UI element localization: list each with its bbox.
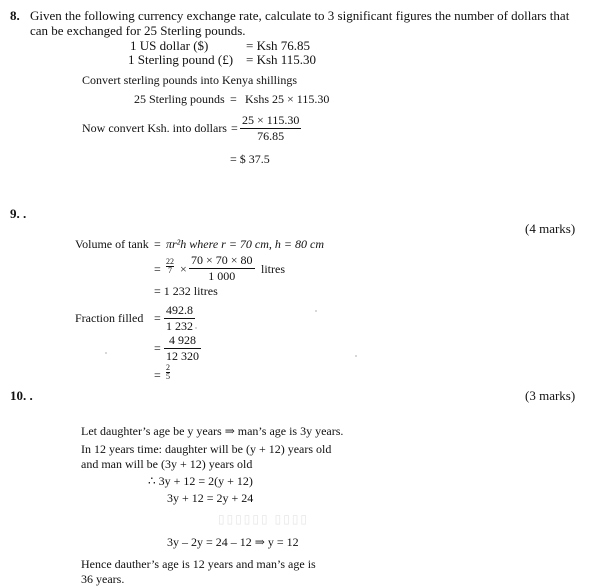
question-9-number (10, 206, 26, 222)
convert-rhs: Kshs 25 × 115.30 (245, 92, 330, 106)
two-fifths-den: 5 (166, 372, 170, 381)
question-8-number: 8. (10, 8, 20, 23)
question-9-marks: (4 marks) (525, 221, 576, 236)
q10-equation-3: 3y – 2y = 24 – 12 ⇒ y = 12 (167, 535, 299, 549)
question-9-number-suffix: . (23, 206, 27, 221)
convert-lhs: 25 Sterling pounds (134, 92, 225, 106)
step2-unit: litres (261, 262, 285, 276)
volume-formula: πr²h where r = 70 cm, h = 80 cm (166, 237, 325, 251)
rate-1-label: 1 US dollar ($) (130, 38, 209, 53)
dollars-fraction (240, 113, 301, 144)
q10-equation-1: ∴ 3y + 12 = 2(y + 12) (148, 474, 253, 488)
scan-speck (355, 355, 357, 357)
scan-speck (315, 310, 317, 312)
fraction-step2-equals: = (154, 341, 161, 355)
convert-equals: = (230, 92, 237, 106)
fraction-step3-equals: = (154, 368, 161, 382)
question-10-number-label: 10. (10, 388, 27, 403)
twenty-two-sevenths-num: 22 (166, 257, 174, 266)
two-fifths-num: 2 (166, 363, 170, 372)
volume-equals: = (154, 237, 161, 251)
volume-result: = 1 232 litres (154, 284, 218, 298)
volume-fraction-numerator: 70 × 70 × 80 (191, 253, 253, 267)
twenty-two-sevenths (166, 258, 174, 275)
scan-speck (195, 327, 197, 329)
q10-equation-2: 3y + 12 = 2y + 24 (167, 491, 254, 505)
faint-watermark: ▯▯▯▯▯▯ ▯▯▯▯ (218, 512, 310, 526)
rate-2-value: = Ksh 115.30 (246, 52, 317, 67)
question-8-text-line-1: Given the following currency exchange rate, calculate to 3 significant figures the number of dollars that (30, 8, 570, 23)
fraction-step1-denominator: 1 232 (166, 319, 193, 333)
question-9-number-label: 9. (10, 206, 20, 221)
question-8-text-line-2: can be exchanged for 25 Sterling pounds. (30, 23, 246, 38)
scan-speck (105, 352, 107, 354)
fraction-step2 (164, 333, 201, 364)
rate-1-value: = Ksh 76.85 (246, 38, 311, 53)
question-10-number (10, 388, 33, 404)
question-10-marks: (3 marks) (525, 388, 576, 403)
dollars-fraction-denominator: 76.85 (240, 128, 301, 144)
q10-conclusion-line-1: Hence dauther’s age is 12 years and man’s age is (81, 557, 316, 571)
q10-conclusion-line-2: 36 years. (81, 572, 125, 586)
now-convert-label: Now convert Ksh. into dollars (82, 121, 227, 135)
fraction-step1-equals: = (154, 311, 161, 325)
dollars-result: = $ 37.5 (230, 152, 270, 166)
question-10-number-suffix: . (29, 388, 33, 403)
fraction-step2-numerator: 4 928 (169, 333, 196, 347)
step2-times: × (180, 262, 187, 276)
twenty-two-sevenths-den: 7 (168, 266, 172, 275)
dollars-fraction-numerator: 25 × 115.30 (242, 113, 300, 127)
volume-label: Volume of tank (75, 237, 149, 251)
fraction-step1-numerator: 492.8 (166, 303, 193, 317)
fraction-step1 (164, 303, 195, 334)
volume-fraction-denominator: 1 000 (189, 268, 255, 284)
fraction-step2-denominator: 12 320 (166, 349, 199, 363)
now-convert-equals: = (231, 121, 238, 135)
two-fifths (166, 364, 170, 381)
step2-equals: = (154, 262, 161, 276)
q10-line-3: and man will be (3y + 12) years old (81, 457, 253, 471)
convert-heading: Convert sterling pounds into Kenya shillings (82, 73, 297, 87)
q10-line-1: Let daughter’s age be y years ⇒ man’s age is 3y years. (81, 424, 344, 438)
rate-2-label: 1 Sterling pound (£) (128, 52, 234, 67)
q10-line-2: In 12 years time: daughter will be (y + 12) years old (81, 442, 332, 456)
volume-fraction (189, 253, 255, 284)
fraction-filled-label: Fraction filled (75, 311, 144, 325)
